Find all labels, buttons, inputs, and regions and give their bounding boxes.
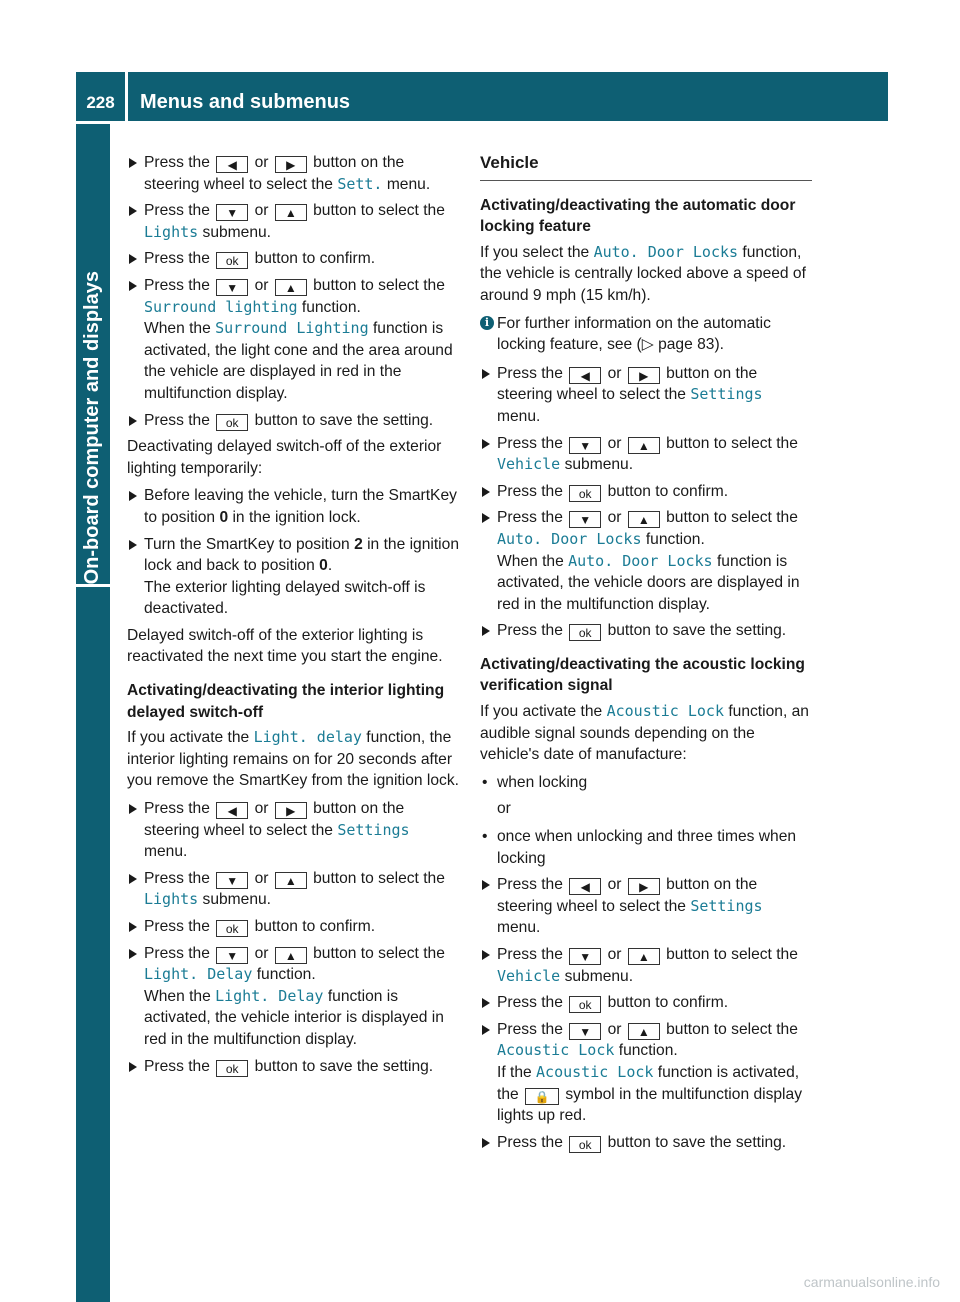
step: Press the ▼ or ▲ button to select the Lights submenu. bbox=[127, 200, 460, 243]
left-arrow-key-icon: ◀ bbox=[216, 802, 248, 819]
right-arrow-key-icon: ▶ bbox=[275, 802, 307, 819]
info-icon: i bbox=[480, 316, 494, 330]
display-term: Vehicle bbox=[497, 455, 561, 474]
section-heading: Vehicle bbox=[480, 152, 812, 181]
ok-key-icon: ok bbox=[216, 1060, 248, 1077]
up-arrow-key-icon: ▲ bbox=[275, 279, 307, 296]
paragraph: Deactivating delayed switch-off of the exterior lighting temporarily: bbox=[127, 438, 442, 477]
step: Press the ok button to confirm. bbox=[480, 992, 812, 1014]
step: Press the ▼ or ▲ button to select the Light. Delay function. When the Light. Delay function is activated, the vehicle interior is displayed in red in the multifunction display. bbox=[127, 943, 460, 1051]
step: Press the ok button to save the setting. bbox=[127, 410, 460, 432]
paragraph: Delayed switch-off of the exterior lighting is reactivated the next time you start the engine. bbox=[127, 626, 443, 666]
right-arrow-key-icon: ▶ bbox=[628, 367, 660, 384]
display-term: Settings bbox=[337, 820, 410, 839]
step: Press the ok button to confirm. bbox=[127, 916, 460, 938]
paragraph: If you select the Auto. Door Locks function, the vehicle is centrally locked above a speed of around 9 mph (15 km/h). bbox=[480, 242, 806, 304]
up-arrow-key-icon: ▲ bbox=[275, 872, 307, 889]
step: Press the ok button to confirm. bbox=[127, 248, 460, 270]
step: Turn the SmartKey to position 2 in the ignition lock and back to position 0. The exterior lighting delayed switch-off is deactivated. bbox=[127, 534, 460, 620]
left-arrow-key-icon: ◀ bbox=[216, 156, 248, 173]
up-arrow-key-icon: ▲ bbox=[628, 511, 660, 528]
display-term: Acoustic Lock bbox=[497, 1041, 615, 1060]
subheading: Activating/deactivating the interior lighting delayed switch-off bbox=[127, 682, 445, 721]
down-arrow-key-icon: ▼ bbox=[216, 279, 248, 296]
display-term: Light. delay bbox=[253, 728, 362, 747]
step: Before leaving the vehicle, turn the SmartKey to position 0 in the ignition lock. bbox=[127, 485, 460, 528]
step: Press the ▼ or ▲ button to select the Surround lighting function. When the Surround Lighting function is activated, the light cone and the area around the vehicle are displayed in red in the multifunction display. bbox=[127, 275, 460, 405]
info-note: i For further information on the automatic locking feature, see (▷ page 83). bbox=[480, 313, 812, 356]
step: Press the ok button to save the setting. bbox=[480, 1132, 812, 1154]
step: Press the ◀ or ▶ button on the steering wheel to select the Settings menu. bbox=[127, 798, 460, 863]
display-term: Light. Delay bbox=[144, 965, 253, 984]
down-arrow-key-icon: ▼ bbox=[569, 437, 601, 454]
ok-key-icon: ok bbox=[216, 920, 248, 937]
step: Press the ▼ or ▲ button to select the Lights submenu. bbox=[127, 868, 460, 911]
left-arrow-key-icon: ◀ bbox=[569, 878, 601, 895]
up-arrow-key-icon: ▲ bbox=[275, 204, 307, 221]
page-number: 228 bbox=[76, 72, 125, 121]
up-arrow-key-icon: ▲ bbox=[628, 437, 660, 454]
step: Press the ▼ or ▲ button to select the Acoustic Lock function. If the Acoustic Lock function is activated, the 🔒 symbol in the multifunction display lights up red. bbox=[480, 1019, 812, 1127]
sidebar-bar bbox=[76, 587, 110, 1302]
display-term: Vehicle bbox=[497, 966, 561, 985]
down-arrow-key-icon: ▼ bbox=[216, 204, 248, 221]
display-term: Settings bbox=[690, 385, 763, 404]
page-title: Menus and submenus bbox=[128, 72, 888, 121]
step: Press the ◀ or ▶ button on the steering wheel to select the Settings menu. bbox=[480, 363, 812, 428]
display-term: Settings bbox=[690, 896, 763, 915]
down-arrow-key-icon: ▼ bbox=[569, 511, 601, 528]
lock-icon: 🔒 bbox=[525, 1088, 559, 1105]
left-arrow-key-icon: ◀ bbox=[569, 367, 601, 384]
down-arrow-key-icon: ▼ bbox=[216, 872, 248, 889]
step: Press the ok button to confirm. bbox=[480, 481, 812, 503]
up-arrow-key-icon: ▲ bbox=[628, 948, 660, 965]
ok-key-icon: ok bbox=[569, 1136, 601, 1153]
paragraph: If you activate the Acoustic Lock function, an audible signal sounds depending on the vehicle's date of manufacture: bbox=[480, 702, 809, 764]
list-item: • when locking bbox=[480, 772, 812, 794]
down-arrow-key-icon: ▼ bbox=[216, 947, 248, 964]
step: Press the ◀ or ▶ button on the steering wheel to select the Settings menu. bbox=[480, 874, 812, 939]
ok-key-icon: ok bbox=[569, 485, 601, 502]
step: Press the ok button to save the setting. bbox=[480, 620, 812, 642]
display-term: Surround Lighting bbox=[215, 319, 369, 338]
ok-key-icon: ok bbox=[569, 996, 601, 1013]
section-sidebar bbox=[76, 124, 110, 584]
up-arrow-key-icon: ▲ bbox=[628, 1023, 660, 1040]
step: Press the ▼ or ▲ button to select the Vehicle submenu. bbox=[480, 944, 812, 987]
right-column bbox=[480, 152, 812, 1158]
down-arrow-key-icon: ▼ bbox=[569, 948, 601, 965]
display-term: Auto. Door Locks bbox=[568, 551, 713, 570]
display-term: Acoustic Lock bbox=[606, 702, 724, 721]
paragraph: If you activate the Light. delay function, the interior lighting remains on for 20 seconds after you remove the SmartKey from the ignition lock. bbox=[127, 728, 459, 790]
step: Press the ▼ or ▲ button to select the Vehicle submenu. bbox=[480, 433, 812, 476]
step: Press the ◀ or ▶ button on the steering wheel to select the Sett. menu. bbox=[127, 152, 460, 195]
ok-key-icon: ok bbox=[216, 414, 248, 431]
display-term: Light. Delay bbox=[215, 986, 324, 1005]
subheading: Activating/deactivating the acoustic locking verification signal bbox=[480, 655, 805, 695]
list-item: • once when unlocking and three times when locking bbox=[480, 826, 812, 869]
display-term: Acoustic Lock bbox=[536, 1062, 654, 1081]
display-term: Surround lighting bbox=[144, 297, 298, 316]
page-header bbox=[76, 72, 888, 121]
display-term: Lights bbox=[144, 890, 199, 909]
display-term: Sett. bbox=[337, 174, 383, 193]
display-term: Auto. Door Locks bbox=[593, 242, 739, 261]
left-column bbox=[127, 152, 460, 1082]
right-arrow-key-icon: ▶ bbox=[275, 156, 307, 173]
ok-key-icon: ok bbox=[216, 252, 248, 269]
up-arrow-key-icon: ▲ bbox=[275, 947, 307, 964]
right-arrow-key-icon: ▶ bbox=[628, 878, 660, 895]
step: Press the ok button to save the setting. bbox=[127, 1056, 460, 1078]
sidebar-label: On-board computer and displays bbox=[81, 270, 104, 584]
subheading: Activating/deactivating the automatic door locking feature bbox=[480, 196, 796, 236]
ok-key-icon: ok bbox=[569, 624, 601, 641]
display-term: Lights bbox=[144, 222, 199, 241]
watermark: carmanualsonline.info bbox=[803, 1274, 940, 1291]
step: Press the ▼ or ▲ button to select the Auto. Door Locks function. When the Auto. Door Locks function is activated, the vehicle doors are displayed in red in the multifunction display. bbox=[480, 507, 812, 615]
display-term: Auto. Door Locks bbox=[497, 529, 642, 548]
down-arrow-key-icon: ▼ bbox=[569, 1023, 601, 1040]
paragraph: or bbox=[497, 800, 511, 818]
